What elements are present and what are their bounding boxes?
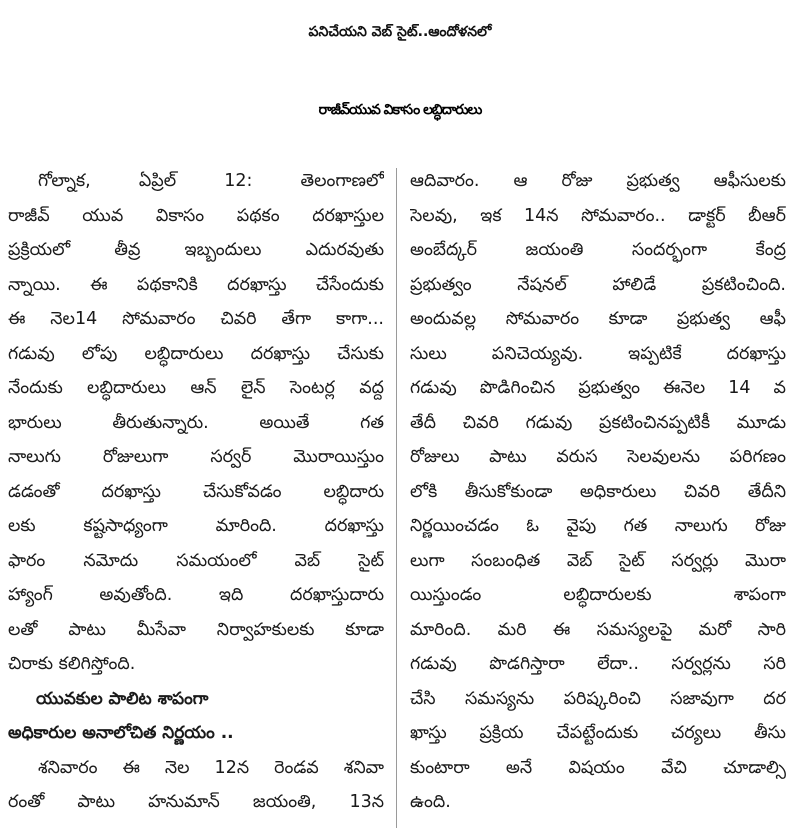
body-line: నాలుగు రోజులుగా సర్వర్ మొరాయిస్తుం bbox=[8, 447, 384, 467]
body-line: గడువు పొడిగించిన ప్రభుత్వం ఈనెల 14 వ bbox=[410, 378, 786, 398]
body-line: లకు కష్టసాధ్యంగా మారింది. దరఖాస్తు bbox=[8, 516, 384, 536]
column-divider bbox=[396, 168, 397, 828]
body-line: రాజీవ్ యువ వికాసం పథకం దరఖాస్తుల bbox=[8, 205, 384, 226]
body-line: ఈ నెల14 సోమవారం చివరి తేగా కాగా... bbox=[8, 309, 384, 329]
body-line: చేసి సమస్యను పరిష్కరించి సజావుగా దర bbox=[410, 688, 786, 709]
body-line: సెలవు, ఇక 14న సోమవారం.. డాక్టర్ బీఆర్ bbox=[410, 205, 786, 226]
body-line: ప్రభుత్వం నేషనల్ హాలిడే ప్రకటించింది. bbox=[410, 274, 786, 295]
body-line: హ్యాంగ్ అవుతోంది. ఇది దరఖాస్తుదారు bbox=[8, 585, 384, 605]
body-line: లుగా సంబంధిత వెబ్ సైట్ సర్వర్లు మొరా bbox=[410, 550, 786, 571]
article-headline: రాజీవ్‌యువ వికాసం లబ్ధిదారులు bbox=[318, 102, 482, 118]
body-line: లోకి తీసుకోకుండా అధికారులు చివరి తేదీని bbox=[410, 481, 786, 502]
body-line: గడువు పొడగిస్తారా లేదా.. సర్వర్లను సరి bbox=[410, 654, 786, 674]
body-line: గడువు లోపు లబ్ధిదారులు దరఖాస్తు చేసుకు bbox=[8, 343, 384, 364]
body-line: డడంతో దరఖాస్తు చేసుకోవడం లబ్ధిదారు bbox=[8, 481, 384, 502]
body-line: అందువల్ల సోమవారం కూడా ప్రభుత్వ ఆఫీ bbox=[410, 309, 786, 329]
body-line: భారులు తీరుతున్నారు. అయితే గత bbox=[8, 412, 384, 433]
body-line: సులు పనిచెయ్యవు. ఇప్పటికే దరఖాస్తు bbox=[410, 343, 786, 364]
left-column bbox=[8, 164, 384, 833]
body-line: న్నాయి. ఈ పథకానికి దరఖాస్తు చేసేందుకు bbox=[8, 274, 384, 295]
body-line: లతో పాటు మీసేవా నిర్వాహకులకు కూడా bbox=[8, 619, 384, 640]
body-line: చిరాకు కలిగిస్తోంది. bbox=[8, 654, 136, 674]
body-line: ఆదివారం. ఆ రోజు ప్రభుత్వ ఆఫీసులకు bbox=[410, 171, 786, 191]
body-line: శనివారం ఈ నెల 12న రెండవ శనివా bbox=[38, 757, 384, 778]
body-line: కుంటారా అనే విషయం వేచి చూడాల్సి bbox=[410, 757, 786, 778]
body-line: రోజులు పాటు వరుస సెలవులను పరిగణం bbox=[410, 447, 786, 467]
right-column bbox=[410, 164, 786, 833]
body-line: ప్రక్రియలో తీవ్ర ఇబ్బందులు ఎదురవుతు bbox=[8, 240, 384, 260]
subheading-line: అధికారుల అనాలోచిత నిర్ణయం .. bbox=[8, 723, 234, 743]
body-line: ఫారం నమోదు సమయంలో వెబ్ సైట్ bbox=[8, 550, 384, 571]
subheading-line: యువకుల పాలిట శాపంగా bbox=[36, 688, 209, 709]
body-line: నిర్ణయించడం ఓ వైపు గత నాలుగు రోజు bbox=[410, 516, 786, 536]
article-kicker: పనిచేయని వెబ్ సైట్..ఆందోళనలో bbox=[308, 24, 492, 40]
body-line: యిస్తుండం లబ్ధిదారులకు శాపంగా bbox=[410, 585, 786, 605]
body-line: తేదీ చివరి గడువు ప్రకటించినప్పటికీ మూడు bbox=[410, 412, 786, 433]
body-line: నేందుకు లబ్ధిదారులు ఆన్ లైన్ సెంటర్ల వద్ద bbox=[8, 378, 384, 398]
body-line: ఖాస్తు ప్రక్రియ చేపట్టేందుకు చర్యలు తీసు bbox=[410, 723, 786, 743]
body-line: మారింది. మరి ఈ సమస్యలపై మరో సారి bbox=[410, 619, 786, 640]
body-line: గోల్నాక, ఏప్రిల్ 12: తెలంగాణలో bbox=[38, 171, 384, 191]
body-line: అంబేద్కర్ జయంతి సందర్భంగా కేంద్ర bbox=[410, 240, 786, 260]
body-line: రంతో పాటు హనుమాన్ జయంతి, 13న bbox=[8, 792, 384, 812]
body-line: ఉంది. bbox=[410, 792, 451, 812]
